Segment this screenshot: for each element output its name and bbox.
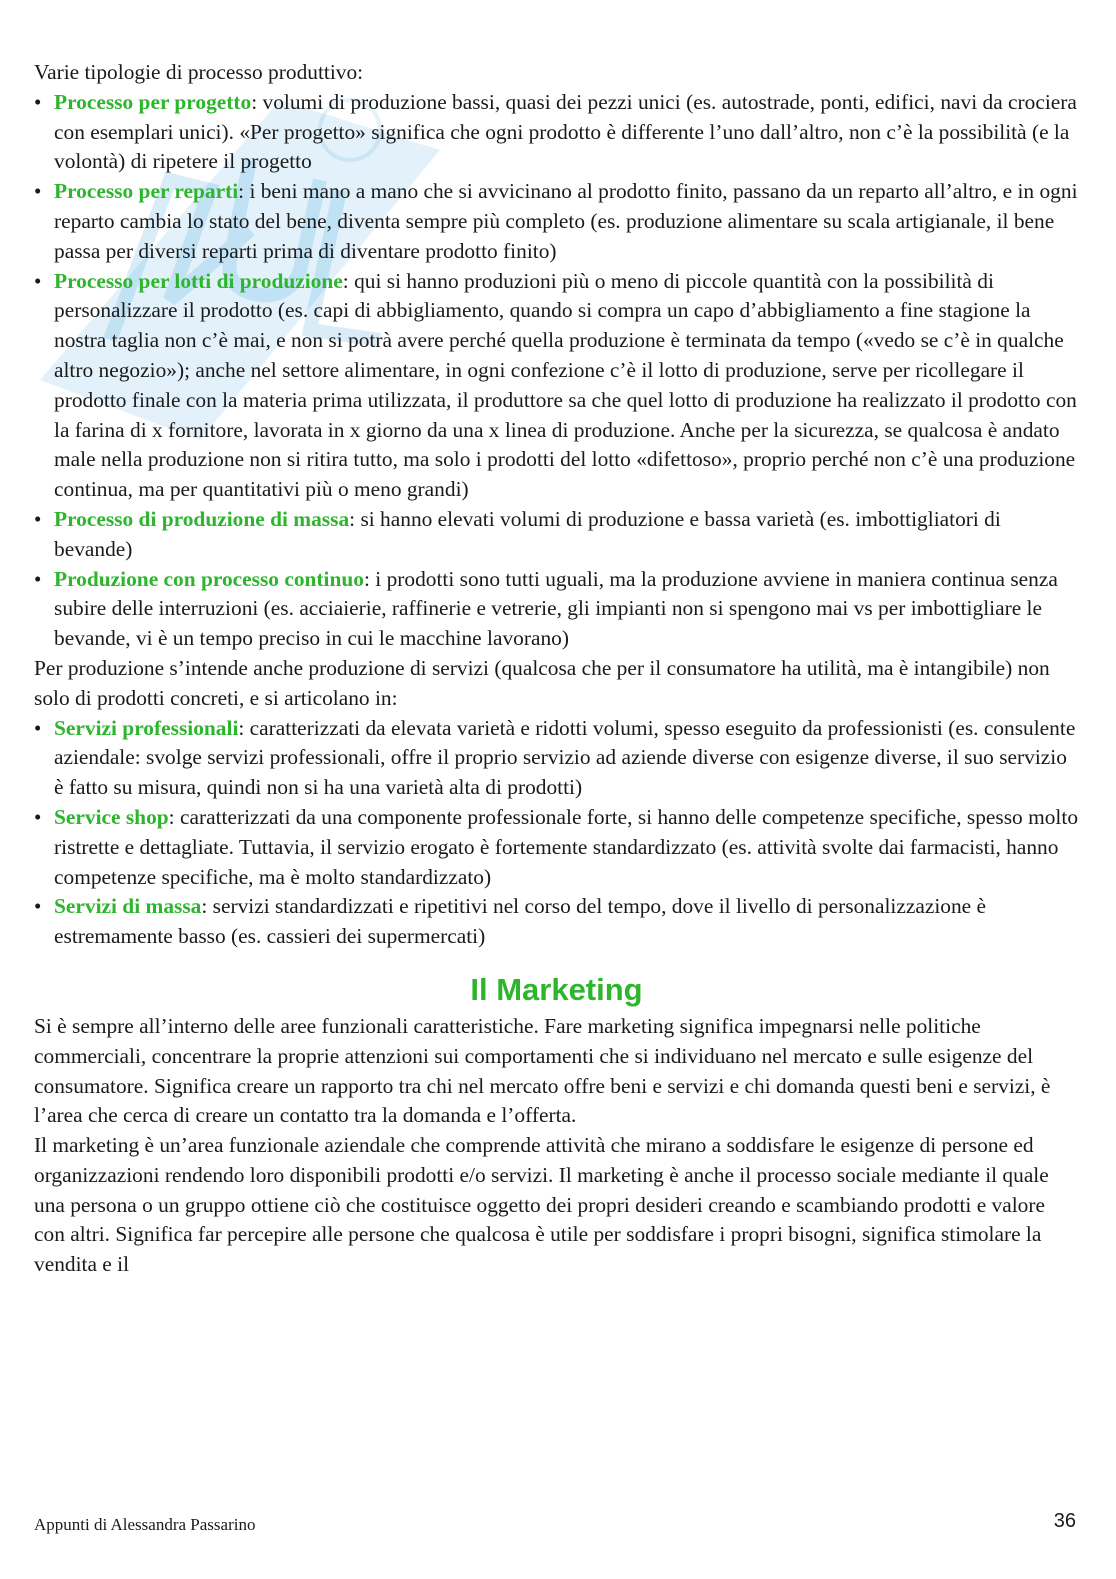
- term: Servizi professionali: [54, 715, 239, 740]
- services-list: [34, 714, 1079, 952]
- term: Processo per progetto: [54, 89, 252, 114]
- list-item: [34, 88, 1079, 177]
- description: : qui si hanno produzioni più o meno di piccole quantità con la possibilità di personalizzare il prodotto (es. capi di abbigliamento, quando si compra un capo d’abbigliamento a fine stagione la nostra taglia non c’è mai, e non si potrà avere perché quella produzione è terminata da tempo («vedo se c’è in qualche altro negozio»); anche nel settore alimentare, in ogni confezione c’è il lotto di produzione, serve per ricollegare il prodotto finale con la materia prima utilizzata, il produttore sa che quel lotto di produzione ha realizzato il prodotto con la farina di x fornitore, lavorata in x giorno da una x linea di produzione. Anche per la sicurezza, se qualcosa è andato male nella produzione non si ritira tutto, ma solo i prodotti del lotto «difettoso», proprio perché non c’è una produzione continua, ma per quantitativi più o meno grandi): [54, 268, 1077, 502]
- list-item: [34, 267, 1079, 505]
- list-item: [34, 565, 1079, 654]
- description: : caratterizzati da elevata varietà e ridotti volumi, spesso eseguito da professionisti (es. consulente aziendale: svolge servizi professionali, offre il proprio servizio ad aziende diverse con esigenze diverse, il suo servizio è fatto su misura, quindi non si ha una varietà alta di prodotti): [54, 715, 1076, 800]
- term: Processo per reparti: [54, 179, 239, 204]
- term: Processo di produzione di massa: [54, 506, 350, 531]
- description: : i beni mano a mano che si avvicinano al prodotto finito, passano da un reparto all’altro, e in ogni reparto cambia lo stato del bene, diventa sempre più completo (es. produzione alimentare su scala artigianale, il bene passa per diversi reparti prima di diventare prodotto finito): [54, 179, 1078, 263]
- footer-author: Appunti di Alessandra Passarino: [34, 1515, 256, 1534]
- description: : si hanno elevati volumi di produzione e bassa varietà (es. imbottigliatori di bevande): [54, 506, 1001, 561]
- list-item: [34, 505, 1079, 565]
- term: Produzione con processo continuo: [54, 566, 364, 591]
- term: Processo per lotti di produzione: [54, 268, 343, 293]
- description: : volumi di produzione bassi, quasi dei pezzi unici (es. autostrade, ponti, edifici, navi da crociera con esemplari unici). «Per progetto» significa che ogni prodotto è differente l’uno dall’altro, non c’è la possibilità (e la volontà) di ripetere il progetto: [54, 89, 1077, 174]
- intro-line: Varie tipologie di processo produttivo:: [34, 60, 364, 84]
- description: : i prodotti sono tutti uguali, ma la produzione avviene in maniera continua senza subire delle interruzioni (es. acciaierie, raffinerie e vetrerie, gli impianti non si spengono mai vs per imbottigliare le bevande, vi è un tempo preciso in cui le macchine lavorano): [54, 566, 1058, 651]
- paragraph: Si è sempre all’interno delle aree funzionali caratteristiche. Fare marketing significa impegnarsi nelle politiche commerciali, concentrare la proprie attenzioni sui comportamenti che si individuano nel mercato e sulle esigenze del consumatore. Significa creare un rapporto tra chi nel mercato offre beni e servizi e chi domanda questi beni e servizi, è l’area che cerca di creare un contatto tra la domanda e l’offerta.: [34, 1013, 1051, 1128]
- page-number: 36: [1053, 1510, 1076, 1532]
- page-content: [34, 58, 1079, 1280]
- list-item: [34, 803, 1079, 892]
- list-item: [34, 177, 1079, 266]
- list-item: [34, 892, 1079, 952]
- process-list: [34, 88, 1079, 654]
- description: : caratterizzati da una componente professionale forte, si hanno delle competenze specifiche, spesso molto ristrette e dettagliate. Tuttavia, il servizio erogato è fortemente standardizzato (es. attività svolte dai farmacisti, hanno competenze specifiche, ma è molto standardizzato): [54, 804, 1079, 889]
- description: : servizi standardizzati e ripetitivi nel corso del tempo, dove il livello di personalizzazione è estremamente basso (es. cassieri dei supermercati): [54, 894, 987, 949]
- term: Service shop: [54, 804, 169, 829]
- section-heading: Il Marketing: [470, 971, 643, 1007]
- services-intro: Per produzione s’intende anche produzione di servizi (qualcosa che per il consumatore ha utilità, ma è intangibile) non solo di prodotti concreti, e si articolano in:: [34, 655, 1050, 710]
- list-item: [34, 714, 1079, 803]
- term: Servizi di massa: [54, 894, 202, 919]
- paragraph: Il marketing è un’area funzionale aziendale che comprende attività che mirano a soddisfare le esigenze di persone ed organizzazioni rendendo loro disponibili prodotti e/o servizi. Il marketing è anche il processo sociale mediante il quale una persona o un gruppo ottiene ciò che costituisce oggetto dei propri desideri creando e scambiando prodotti e valore con altri. Significa far percepire alle persone che qualcosa è utile per soddisfare i propri bisogni, significa stimolare la vendita e il: [34, 1133, 1049, 1277]
